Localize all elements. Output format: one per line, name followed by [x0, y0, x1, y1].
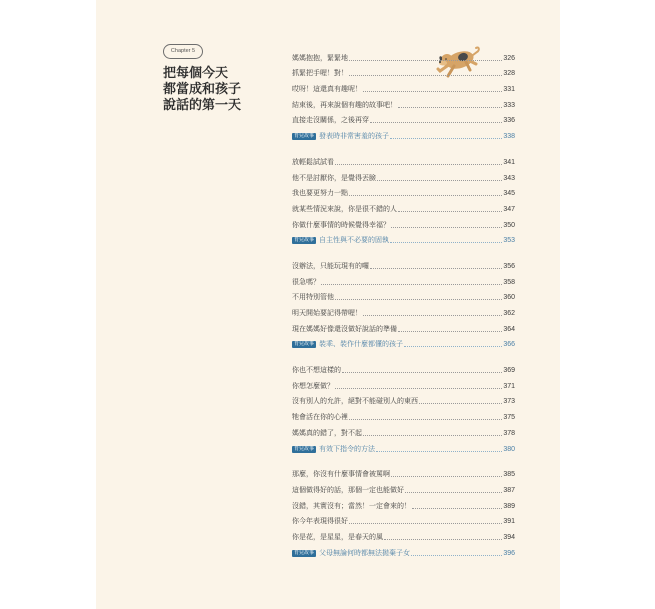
toc-group — [292, 255, 515, 349]
chapter-title-line: 說話的第一天 — [163, 98, 242, 113]
toc-story-entry[interactable]: 育兒故事 自主性與不必要的固執 353 — [294, 236, 515, 245]
chapter-title — [163, 66, 273, 114]
toc-entry[interactable]: 結束後，再來說個有趣的故事吧！ 333 — [292, 100, 515, 109]
book-page — [96, 0, 560, 609]
toc-entry[interactable]: 沒辦法，只能玩現有的囉 356 — [292, 261, 515, 270]
toc-story-entry[interactable]: 育兒故事 發表時非常害羞的孩子 338 — [294, 132, 515, 141]
chapter-title-line: 都當成和孩子 — [163, 82, 242, 97]
story-badge: 育兒故事 — [294, 445, 315, 452]
toc-story-entry[interactable]: 育兒故事 父母無論何時都無法拋棄子女 396 — [294, 548, 515, 557]
toc-group — [292, 359, 515, 453]
story-badge: 育兒故事 — [294, 549, 315, 556]
toc-entry[interactable]: 沒有別人的允許，絕對不能碰別人的東西 373 — [292, 397, 515, 406]
toc-entry[interactable]: 明天開始要記得帶喔！ 362 — [292, 309, 515, 317]
toc-entry[interactable]: 這個做得好的話，那個一定也能做好 387 — [292, 485, 515, 494]
toc-entry[interactable]: 你是花，是星星，是春天的風 394 — [292, 532, 515, 541]
story-badge: 育兒故事 — [294, 133, 315, 140]
toc-group — [292, 47, 515, 141]
toc-entry[interactable]: 直接走沒關係，之後再穿 336 — [292, 116, 515, 125]
story-badge: 育兒故事 — [294, 237, 315, 244]
toc-entry[interactable]: 媽媽抱抱，緊緊地 326 — [292, 53, 515, 62]
toc-group — [292, 151, 515, 245]
table-of-contents — [292, 47, 515, 568]
toc-entry[interactable]: 不用特別管他 360 — [292, 293, 515, 302]
toc-group — [292, 464, 515, 558]
toc-entry[interactable]: 現在媽媽好像還沒做好說話的準備 364 — [292, 324, 515, 333]
toc-story-entry[interactable]: 育兒故事 裝乖、裝作什麼都懂的孩子 366 — [294, 340, 515, 349]
toc-entry[interactable]: 我也要更努力一點 345 — [292, 189, 515, 198]
toc-entry[interactable]: 牠會活在你的心裡 375 — [292, 413, 515, 422]
toc-entry[interactable]: 哎呀！這還真有趣呢！ 331 — [292, 85, 515, 94]
toc-entry[interactable]: 就某些情況來說，你是很不錯的人 347 — [292, 204, 515, 213]
chapter-label: Chapter 5 — [163, 44, 203, 59]
toc-entry[interactable]: 沒錯，其實沒有；當然！一定會來的！ 389 — [292, 501, 515, 510]
toc-entry[interactable]: 你今年表現得很好 391 — [292, 517, 515, 526]
toc-entry[interactable]: 抓緊把手喔！對！ 328 — [292, 69, 515, 78]
toc-entry[interactable]: 你想怎麼做？ 371 — [292, 381, 515, 390]
toc-entry[interactable]: 媽媽真的錯了，對不起 378 — [292, 428, 515, 437]
toc-entry[interactable]: 放輕鬆試試看 341 — [292, 157, 515, 166]
toc-story-entry[interactable]: 育兒故事 有效下指令的方法 380 — [294, 444, 515, 453]
toc-entry[interactable]: 他不是討厭你，是覺得丟臉 343 — [292, 173, 515, 182]
toc-entry[interactable]: 那麼，你沒有什麼事情會被罵啊 385 — [292, 470, 515, 479]
toc-entry[interactable]: 你做什麼事情的時候覺得幸福？ 350 — [292, 220, 515, 229]
toc-entry[interactable]: 很急嗎？ 358 — [292, 277, 515, 286]
chapter-title-line: 把每個今天 — [163, 66, 229, 81]
story-badge: 育兒故事 — [294, 341, 315, 348]
toc-entry[interactable]: 你也不想這樣的 369 — [292, 366, 515, 375]
